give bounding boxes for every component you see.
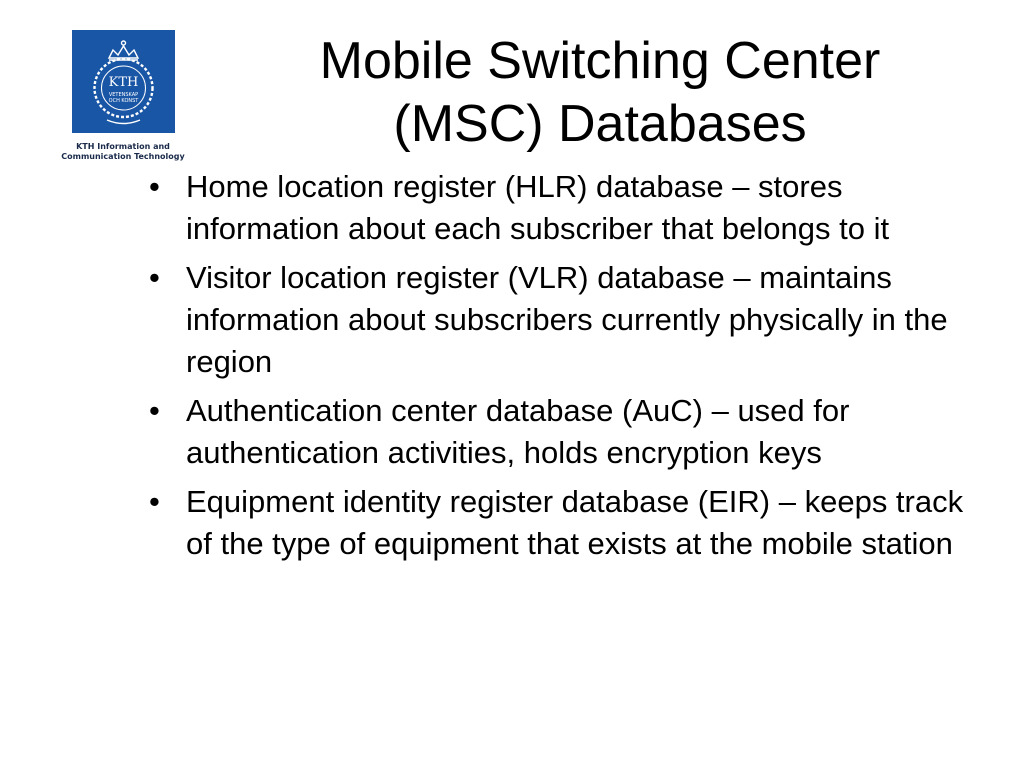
bullet-icon: •	[149, 393, 160, 428]
bullet-icon: •	[149, 484, 160, 519]
bullet-item-vlr	[145, 257, 995, 383]
bullet-text: Authentication center database (AuC) – used for authentication activities, holds encryption keys	[186, 393, 850, 470]
slide-title-line-1: Mobile Switching Center	[319, 32, 881, 90]
kth-seal-icon	[72, 30, 175, 133]
kth-logo	[52, 30, 194, 164]
bullet-text: Visitor location register (VLR) database – maintains information about subscribers currently physically in the region	[186, 260, 948, 379]
bullet-icon: •	[149, 260, 160, 295]
svg-text:VETENSKAP: VETENSKAP	[108, 92, 139, 98]
bullet-text: Home location register (HLR) database – stores information about each subscriber that belongs to it	[186, 169, 890, 246]
bullet-item-hlr	[145, 166, 995, 250]
svg-text:KTH: KTH	[108, 75, 139, 90]
bullet-item-auc	[145, 390, 995, 474]
slide-title	[200, 30, 1000, 156]
logo-caption	[52, 142, 194, 162]
bullet-item-eir	[145, 481, 995, 565]
bullet-list	[145, 166, 995, 572]
bullet-icon: •	[149, 169, 160, 204]
logo-caption-line-2: Communication Technology	[61, 152, 185, 161]
slide-title-line-2: (MSC) Databases	[393, 95, 807, 153]
kth-emblem	[72, 30, 175, 133]
svg-text:OCH KONST: OCH KONST	[108, 98, 139, 104]
bullet-text: Equipment identity register database (EIR) – keeps track of the type of equipment that exists at the mobile station	[186, 484, 964, 561]
logo-caption-line-1: KTH Information and	[76, 142, 170, 151]
